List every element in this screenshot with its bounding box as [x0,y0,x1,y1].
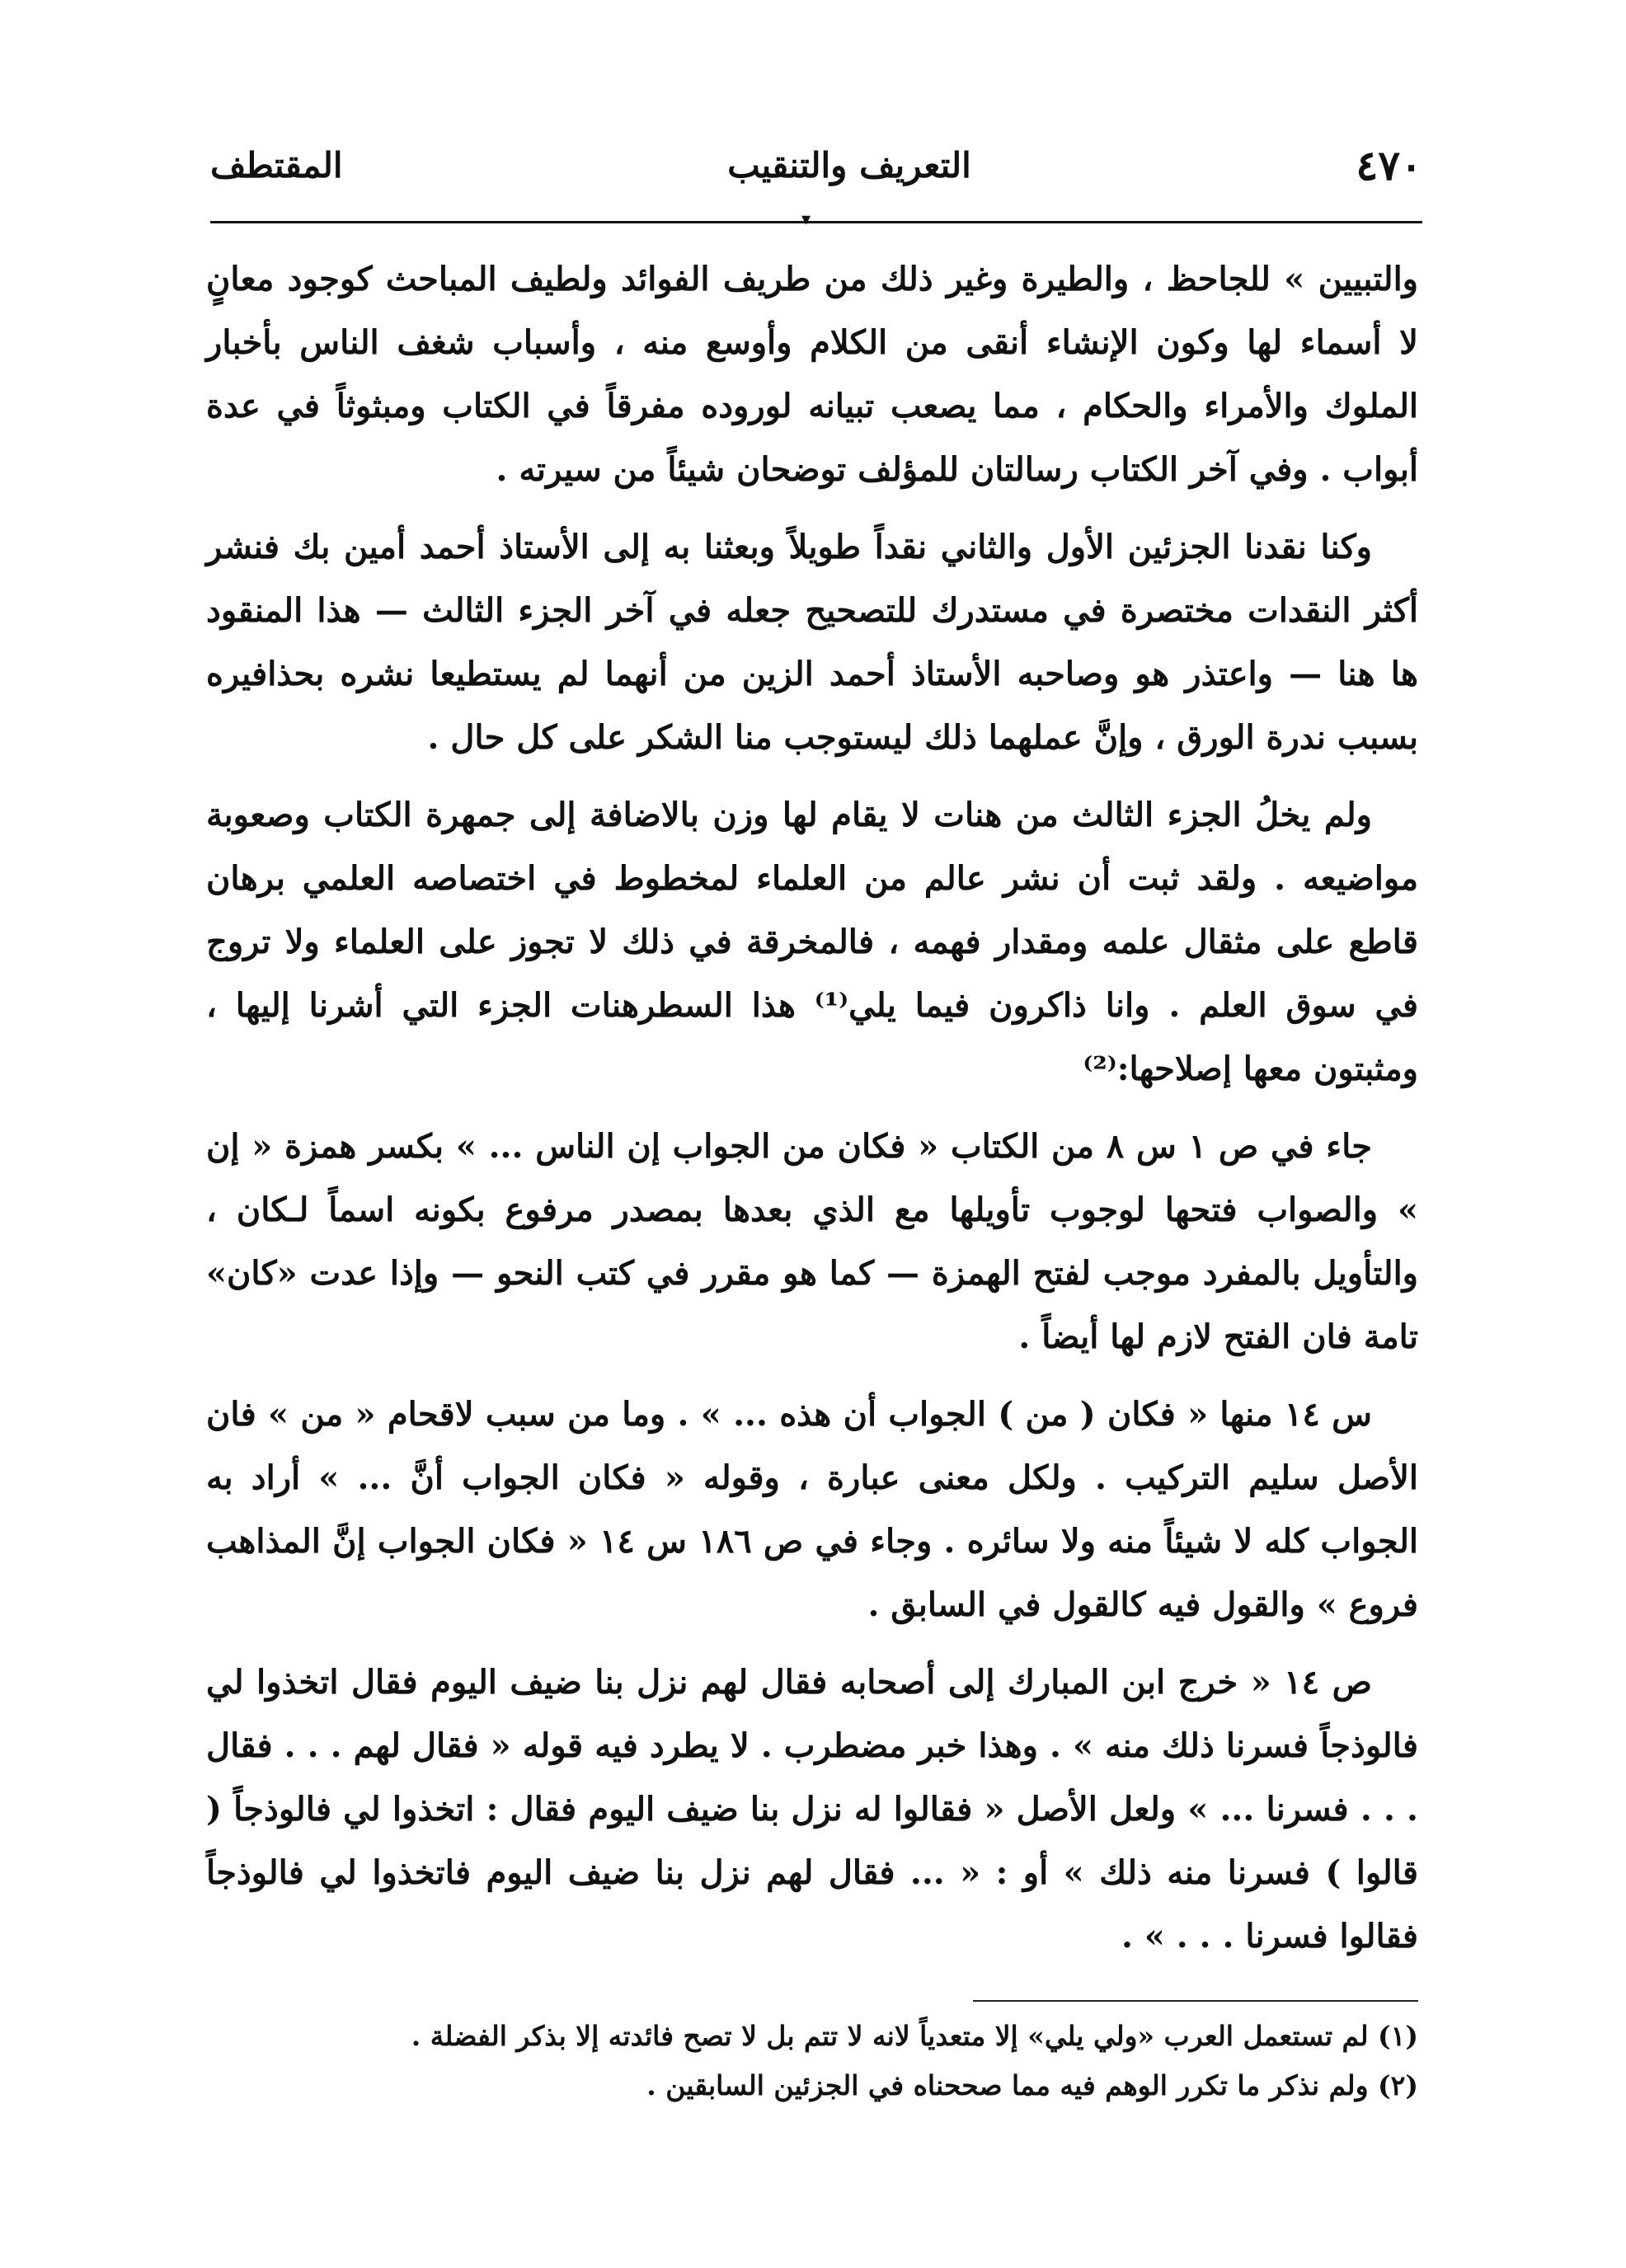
page-header [210,132,1422,198]
paragraph: جاء في ص ١ س ٨ من الكتاب « فكان من الجواب إن الناس ... » بكسر همزة « إن » والصواب فتحها لوجوب تأويلها مع الذي بعدها بمصدر مرفوع بكونه اسماً لـكان ، والتأويل بالمفرد موجب لفتح الهمزة — كما هو مقرر في كتب النحو — وإذا عدت «كان» تامة فان الفتح لازم لها أيضاً . [206,1127,1418,1356]
paragraph: وكنا نقدنا الجزئين الأول والثاني نقداً طويلاً وبعثنا به إلى الأستاذ أحمد أمين بك فنشر أكثر النقدات مختصرة في مستدرك للتصحيح جعله في آخر الجزء الثالث — هذا المنقود ها هنا — واعتذر هو وصاحبه الأستاذ أحمد الزين من أنهما لم يستطيعا نشره بحذافيره بسبب ندرة الورق ، وإنَّ عملهما ذلك ليستوجب منا الشكر على كل حال . [206,528,1418,757]
running-title: التعريف والتنقيب [727,144,971,185]
header-rule [210,221,1422,223]
footnote: (٢) ولم نذكر ما تكرر الوهم فيه مما صححناه في الجزئين السابقين . [646,2069,1418,2101]
header-rule-mark: ▾ [801,209,811,230]
paragraph: س ١٤ منها « فكان ( من ) الجواب أن هذه ... » . وما من سبب لاقحام « من » فان الأصل سليم التركيب . ولكل معنى عبارة ، وقوله « فكان الجواب أنَّ ... » أراد به الجواب كله لا شيئاً منه ولا سائره . وجاء في ص ١٨٦ س ١٤ « فكان الجواب إنَّ المذاهب فروع » والقول فيه كالقول في السابق . [206,1395,1418,1624]
paragraph: والتبيين » للجاحظ ، والطيرة وغير ذلك من طريف الفوائد ولطيف المباحث كوجود معانٍ لا أسماء لها وكون الإنشاء أنقى من الكلام وأوسع منه ، وأسباب شغف الناس بأخبار الملوك والأمراء والحكام ، مما يصعب تبيانه لوروده مفرقاً في الكتاب ومبثوثاً في عدة أبواب . وفي آخر الكتاب رسالتان للمؤلف توضحان شيئاً من سيرته . [206,260,1418,489]
footnote: (١) لم تستعمل العرب «ولي يلي» إلا متعدياً لانه لا تتم بل لا تصح فائدته إلا بذكر الفضلة . [411,2020,1418,2052]
footnotes [206,2012,1418,2111]
page-number: ٤٧٠ [1356,140,1422,190]
journal-name: المقتطف [210,144,343,185]
body-text [206,247,1418,1968]
paragraph: ولم يخلُ الجزء الثالث من هنات لا يقام لها وزن بالاضافة إلى جمهرة الكتاب وصعوبة مواضيعه . ولقد ثبت أن نشر عالم من العلماء لمخطوط في اختصاصه العلمي برهان قاطع على مثقال علمه ومقدار فهمه ، فالمخرقة في ذلك لا تجوز على العلماء ولا تروج في سوق العلم . وانا ذاكرون فيما يلي⁽¹⁾ هذا السطرهنات الجزء التي أشرنا إليها ، ومثبتون معها إصلاحها:⁽²⁾ [206,796,1419,1088]
footnote-rule [973,2000,1418,2002]
paragraph: ص ١٤ « خرج ابن المبارك إلى أصحابه فقال لهم نزل بنا ضيف اليوم فقال اتخذوا لي فالوذجاً فسرنا ذلك منه » . وهذا خبر مضطرب . لا يطرد فيه قوله « فقال لهم . . . فقال . . . فسرنا ... » ولعل الأصل « فقالوا له نزل بنا ضيف اليوم فقال : اتخذوا لي فالوذجاً ( قالوا ) فسرنا منه ذلك » أو : « ... فقال لهم نزل بنا ضيف اليوم فاتخذوا لي فالوذجاً فقالوا فسرنا . . . » . [206,1663,1418,1956]
